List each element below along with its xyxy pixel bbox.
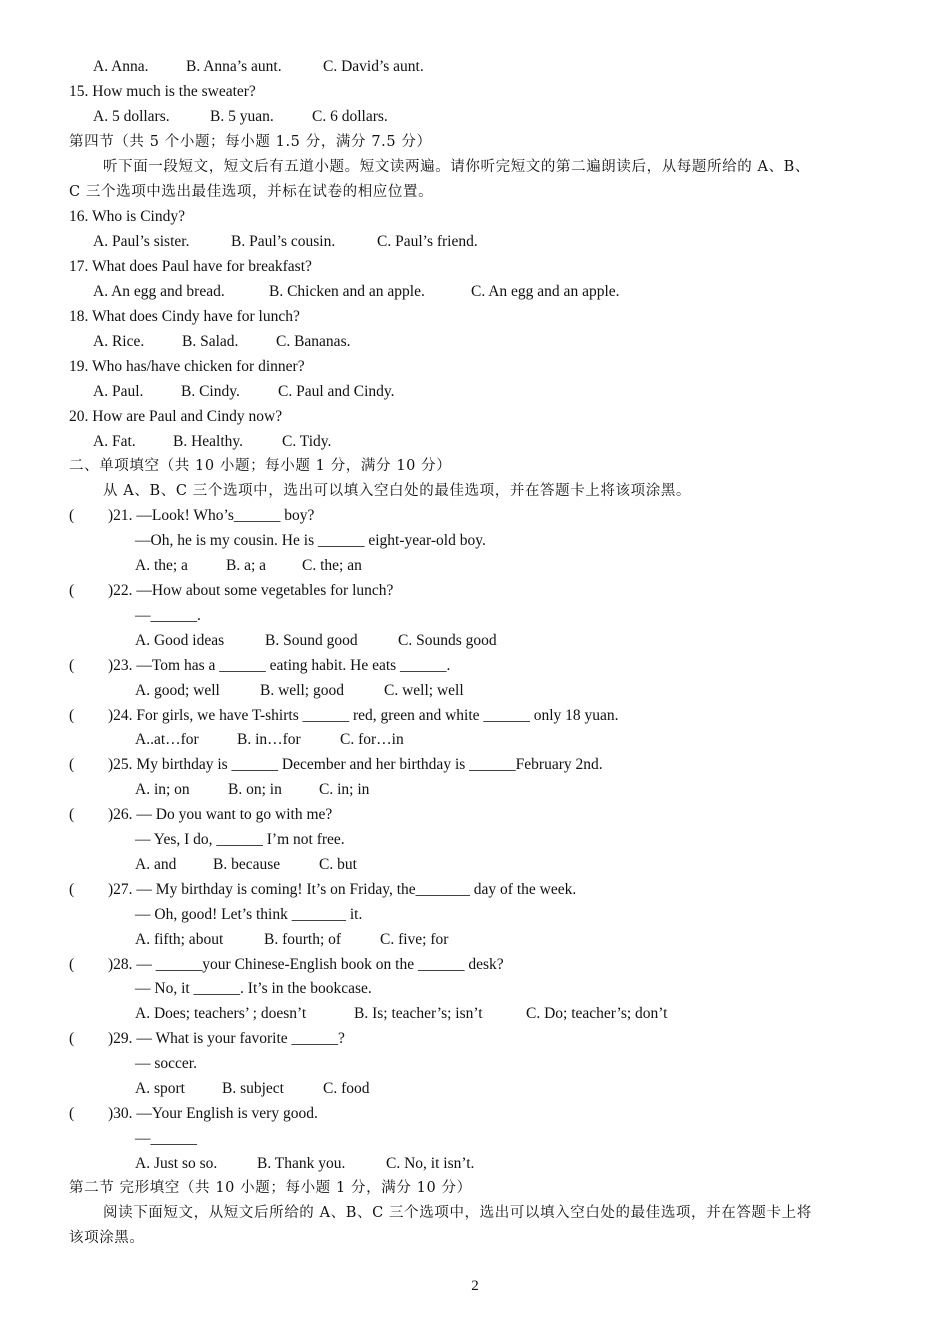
- text-line: 二、单项填空（共 10 小题；每小题 1 分，满分 10 分）: [69, 458, 452, 474]
- text-line: (: [69, 881, 75, 898]
- text-line: A. Paul.: [93, 383, 144, 400]
- text-line: )23. —Tom has a ______ eating habit. He eats ______.: [108, 657, 451, 674]
- text-line: C. Paul and Cindy.: [278, 383, 395, 400]
- text-line: )21. —Look! Who’s______ boy?: [108, 507, 315, 524]
- text-line: C. An egg and an apple.: [471, 283, 620, 300]
- text-line: A..at…for: [135, 731, 199, 748]
- text-line: (: [69, 707, 75, 724]
- text-line: (: [69, 1030, 75, 1047]
- text-line: )27. — My birthday is coming! It’s on Friday, the_______ day of the week.: [108, 881, 577, 898]
- text-line: A. Does; teachers’ ; doesn’t: [135, 1005, 307, 1022]
- text-line: C. 6 dollars.: [312, 108, 388, 125]
- text-line: C. Tidy.: [282, 433, 332, 450]
- text-line: )25. My birthday is ______ December and her birthday is ______February 2nd.: [108, 756, 603, 773]
- text-line: 听下面一段短文，短文后有五道小题。短文读两遍。请你听完短文的第二遍朗读后，从每题所给的 A、B、: [103, 159, 811, 175]
- text-line: 第二节 完形填空（共 10 小题；每小题 1 分，满分 10 分）: [69, 1180, 472, 1196]
- text-line: )22. —How about some vegetables for lunch?: [108, 582, 394, 599]
- text-line: C. Paul’s friend.: [377, 233, 478, 250]
- text-line: C. Bananas.: [276, 333, 351, 350]
- text-line: C. the; an: [302, 557, 362, 574]
- text-line: 阅读下面短文，从短文后所给的 A、B、C 三个选项中，选出可以填入空白处的最佳选项，并在答题卡上将: [103, 1205, 812, 1221]
- text-line: (: [69, 582, 75, 599]
- text-line: C. five; for: [380, 931, 449, 948]
- text-line: 18. What does Cindy have for lunch?: [69, 308, 300, 325]
- text-line: —______.: [135, 607, 201, 624]
- text-line: B. in…for: [237, 731, 301, 748]
- text-line: —______: [135, 1130, 197, 1147]
- text-line: B. a; a: [226, 557, 267, 574]
- text-line: B. Thank you.: [257, 1155, 346, 1172]
- text-line: A. sport: [135, 1080, 185, 1097]
- text-line: A. fifth; about: [135, 931, 224, 948]
- text-line: B. fourth; of: [264, 931, 342, 948]
- text-line: B. Chicken and an apple.: [269, 283, 425, 300]
- text-line: A. An egg and bread.: [93, 283, 225, 300]
- text-line: C 三个选项中选出最佳选项，并标在试卷的相应位置。: [69, 184, 434, 200]
- text-line: )30. —Your English is very good.: [108, 1105, 318, 1122]
- text-line: 20. How are Paul and Cindy now?: [69, 408, 283, 425]
- page-number: 2: [471, 1278, 479, 1294]
- text-line: (: [69, 1105, 75, 1122]
- text-line: — soccer.: [135, 1055, 197, 1072]
- text-line: )24. For girls, we have T-shirts ______ red, green and white ______ only 18 yuan.: [108, 707, 619, 724]
- text-line: C. Do; teacher’s; don’t: [526, 1005, 668, 1022]
- text-line: A. 5 dollars.: [93, 108, 170, 125]
- text-line: C. Sounds good: [398, 632, 497, 649]
- text-line: A. good; well: [135, 682, 220, 699]
- text-line: A. the; a: [135, 557, 188, 574]
- text-line: A. Paul’s sister.: [93, 233, 190, 250]
- text-line: 15. How much is the sweater?: [69, 83, 256, 100]
- text-line: C. well; well: [384, 682, 464, 699]
- text-line: A. in; on: [135, 781, 190, 798]
- text-line: B. subject: [222, 1080, 284, 1097]
- text-line: (: [69, 806, 75, 823]
- text-line: — No, it ______. It’s in the bookcase.: [135, 980, 372, 997]
- text-line: —Oh, he is my cousin. He is ______ eight-year-old boy.: [135, 532, 486, 549]
- text-line: B. Anna’s aunt.: [186, 58, 282, 75]
- text-line: B. Salad.: [182, 333, 239, 350]
- text-line: A. Fat.: [93, 433, 136, 450]
- text-line: B. Paul’s cousin.: [231, 233, 336, 250]
- text-line: )26. — Do you want to go with me?: [108, 806, 333, 823]
- text-line: C. for…in: [340, 731, 404, 748]
- text-line: C. food: [323, 1080, 370, 1097]
- text-line: B. Sound good: [265, 632, 358, 649]
- text-line: (: [69, 756, 75, 773]
- text-line: B. 5 yuan.: [210, 108, 274, 125]
- text-line: — Yes, I do, ______ I’m not free.: [135, 831, 345, 848]
- text-line: )28. — ______your Chinese-English book on the ______ desk?: [108, 956, 504, 973]
- text-line: (: [69, 507, 75, 524]
- text-line: (: [69, 657, 75, 674]
- text-line: C. No, it isn’t.: [386, 1155, 475, 1172]
- text-line: )29. — What is your favorite ______?: [108, 1030, 345, 1047]
- text-line: A. Rice.: [93, 333, 145, 350]
- text-line: B. because: [213, 856, 281, 873]
- text-line: 该项涂黑。: [69, 1230, 145, 1246]
- text-line: B. well; good: [260, 682, 344, 699]
- text-line: B. Healthy.: [173, 433, 244, 450]
- text-line: C. but: [319, 856, 357, 873]
- text-line: B. Cindy.: [181, 383, 240, 400]
- text-line: — Oh, good! Let’s think _______ it.: [135, 906, 363, 923]
- text-line: A. Just so so.: [135, 1155, 218, 1172]
- text-line: 19. Who has/have chicken for dinner?: [69, 358, 305, 375]
- text-line: A. and: [135, 856, 177, 873]
- text-line: B. on; in: [228, 781, 282, 798]
- text-line: C. David’s aunt.: [323, 58, 424, 75]
- text-line: 16. Who is Cindy?: [69, 208, 185, 225]
- text-line: 第四节（共 5 个小题；每小题 1.5 分，满分 7.5 分）: [69, 134, 432, 150]
- text-line: A. Good ideas: [135, 632, 225, 649]
- text-line: B. Is; teacher’s; isn’t: [354, 1005, 483, 1022]
- text-line: (: [69, 956, 75, 973]
- text-line: 17. What does Paul have for breakfast?: [69, 258, 312, 275]
- text-line: A. Anna.: [93, 58, 149, 75]
- text-line: C. in; in: [319, 781, 370, 798]
- text-line: 从 A、B、C 三个选项中，选出可以填入空白处的最佳选项，并在答题卡上将该项涂黑。: [103, 483, 692, 499]
